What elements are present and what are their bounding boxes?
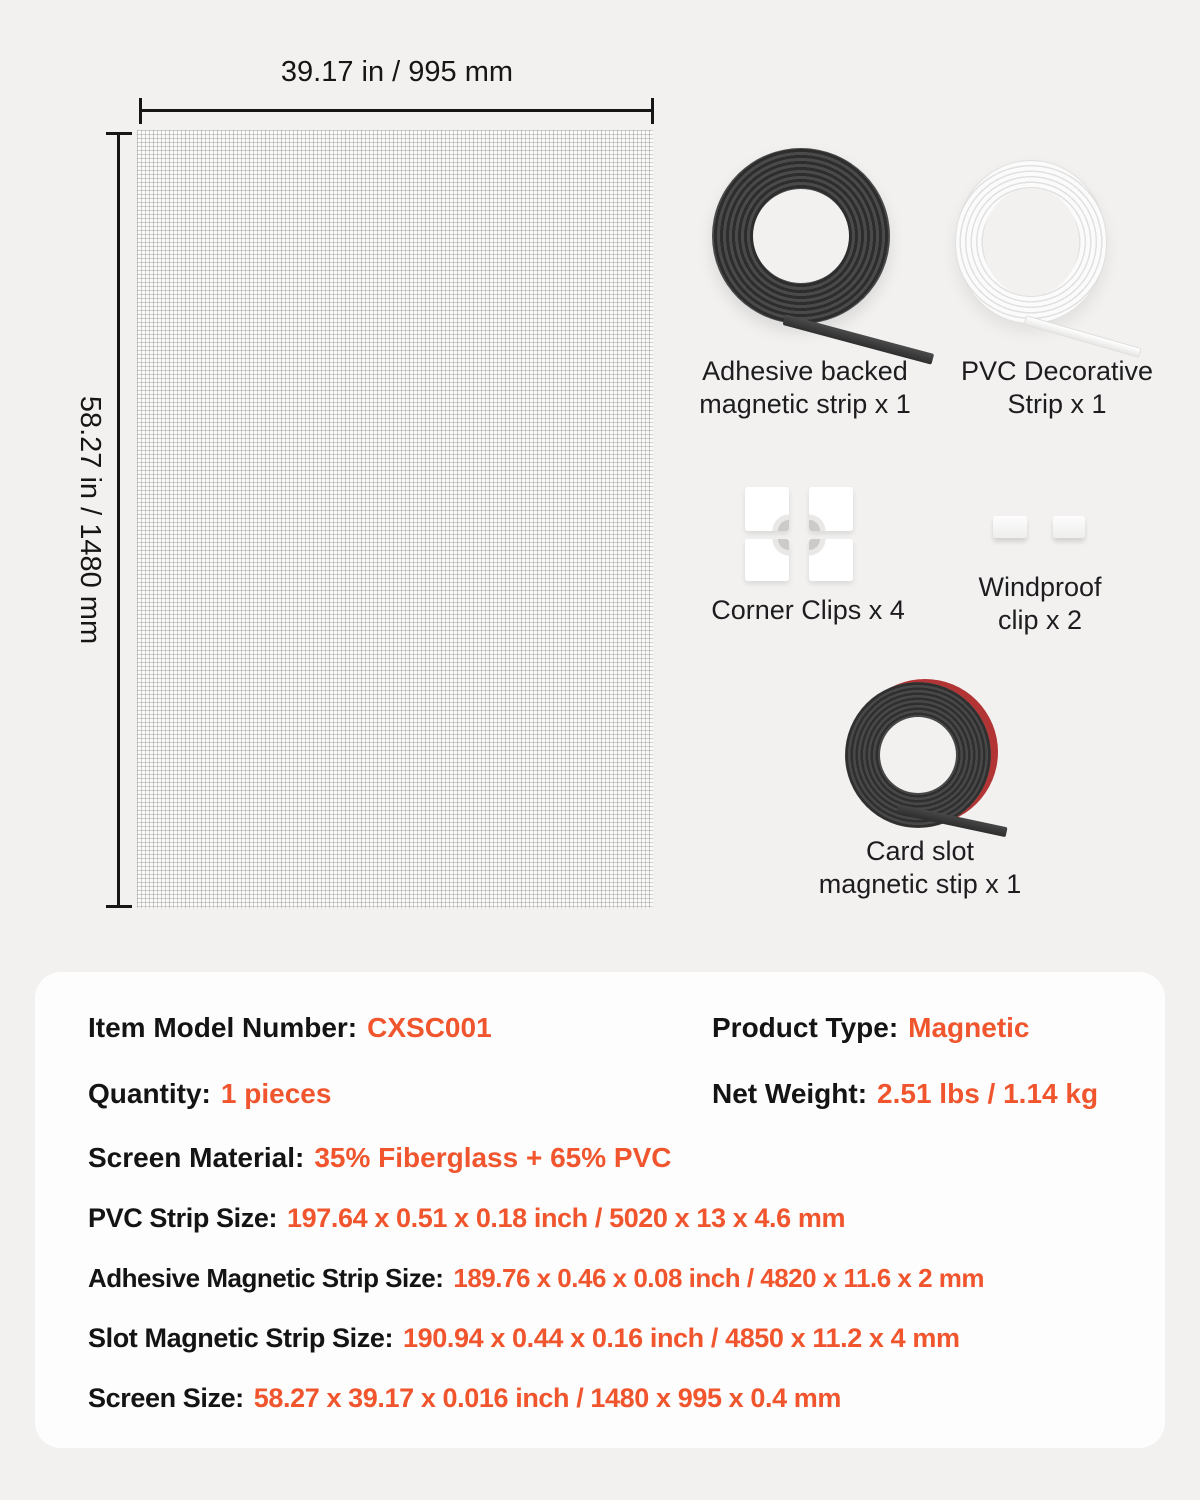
spec-label: Product Type: (712, 1012, 899, 1043)
spec-label: Screen Size: (88, 1383, 244, 1413)
corner-clips-image (745, 487, 861, 581)
spec-value: 2.51 lbs / 1.14 kg (877, 1078, 1099, 1109)
caption-line: Windproof (978, 572, 1102, 602)
caption-line: Card slot (865, 836, 975, 866)
spec-label: Item Model Number: (88, 1012, 358, 1043)
specifications-card (35, 972, 1165, 1448)
spec-value: 1 pieces (220, 1078, 332, 1109)
spec-value: 58.27 x 39.17 x 0.016 inch / 1480 x 995 x 0.4 mm (253, 1383, 842, 1413)
windproof-clip-caption (880, 571, 1200, 637)
corner-clip (809, 539, 853, 581)
spec-label: PVC Strip Size: (88, 1203, 278, 1233)
height-dimension-line (106, 132, 132, 908)
spec-value: CXSC001 (367, 1012, 492, 1043)
spec-screen-material (88, 1142, 672, 1174)
spec-item-model (88, 1012, 492, 1044)
caption-line: Corner Clips x 4 (711, 595, 905, 625)
screen-mesh-illustration (137, 130, 653, 908)
coil-tail (1024, 315, 1142, 358)
width-dimension-line (139, 98, 654, 124)
spec-value: 35% Fiberglass + 65% PVC (314, 1142, 672, 1173)
spec-product-type (712, 1012, 1030, 1044)
corner-clip (809, 487, 853, 531)
spec-value: 190.94 x 0.44 x 0.16 inch / 4850 x 11.2 x 4 mm (403, 1323, 960, 1353)
caption-line: Strip x 1 (1007, 389, 1107, 419)
spec-screen-size (88, 1383, 841, 1414)
coil-hole (880, 717, 956, 793)
card-slot-magnetic-strip-image (845, 682, 991, 828)
adhesive-magnetic-strip-image (712, 148, 890, 324)
spec-value: Magnetic (908, 1012, 1030, 1043)
corner-clip (745, 539, 789, 581)
spec-label: Net Weight: (712, 1078, 868, 1109)
caption-line: PVC Decorative (960, 356, 1154, 386)
spec-label: Screen Material: (88, 1142, 305, 1173)
coil-hole (983, 188, 1079, 296)
caption-line: Adhesive backed (702, 356, 908, 386)
caption-line: magnetic stip x 1 (818, 869, 1022, 899)
width-dimension-label: 39.17 in / 995 mm (280, 56, 514, 88)
spec-pvc-strip-size (88, 1203, 845, 1234)
spec-label: Quantity: (88, 1078, 211, 1109)
windproof-clip-image (1053, 516, 1085, 538)
spec-adhesive-strip-size (88, 1263, 984, 1294)
spec-label: Slot Magnetic Strip Size: (88, 1323, 394, 1353)
spec-label: Adhesive Magnetic Strip Size: (88, 1263, 444, 1293)
caption-line: magnetic strip x 1 (699, 389, 911, 419)
pvc-strip-caption (897, 355, 1200, 421)
height-dimension-label: 58.27 in / 1480 mm (74, 395, 106, 645)
corner-clip (745, 487, 789, 531)
spec-slot-strip-size (88, 1323, 960, 1354)
spec-value: 189.76 x 0.46 x 0.08 inch / 4820 x 11.6 x 2 mm (453, 1263, 985, 1293)
spec-net-weight (712, 1078, 1098, 1110)
caption-line: clip x 2 (997, 605, 1083, 635)
card-slot-strip-caption (760, 835, 1080, 901)
spec-value: 197.64 x 0.51 x 0.18 inch / 5020 x 13 x 4.6 mm (287, 1203, 846, 1233)
windproof-clip-image (993, 516, 1027, 538)
pvc-decorative-strip-image (955, 160, 1107, 324)
spec-quantity (88, 1078, 331, 1110)
coil-hole (753, 189, 849, 283)
